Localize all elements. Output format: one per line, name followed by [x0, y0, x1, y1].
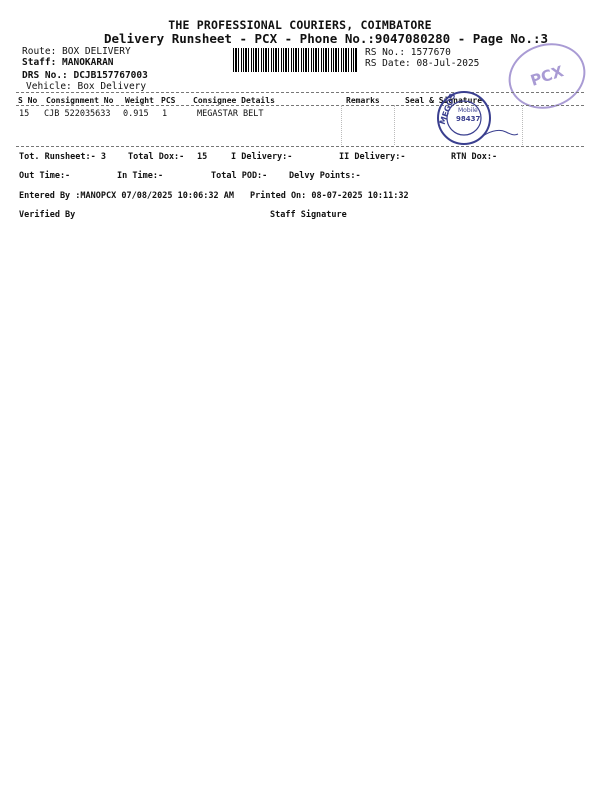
total-dox-label: Total Dox:-	[128, 152, 185, 162]
printed-on: Printed On: 08-07-2025 10:11:32	[250, 191, 409, 201]
barcode-image	[233, 48, 357, 72]
col-sno: S No	[18, 96, 38, 105]
rtn-dox: RTN Dox:-	[451, 152, 498, 162]
cell-pcs: 1	[162, 109, 168, 119]
cell-weight: 0.915	[123, 109, 149, 119]
rs-number: RS No.: 1577670	[365, 47, 451, 58]
company-seal-stamp	[428, 88, 522, 148]
runsheet-subtitle: Delivery Runsheet - PCX - Phone No.:9047080280 - Page No.:3	[104, 31, 549, 46]
staff-signature: Staff Signature	[270, 210, 347, 220]
cell-consignee: MEGASTAR BELT	[197, 109, 264, 119]
verified-by: Verified By	[19, 210, 76, 220]
tot-runsheet: Tot. Runsheet:- 3	[19, 152, 106, 162]
total-pod: Total POD:-	[211, 171, 268, 181]
col-consignment: Consignment No	[46, 96, 114, 105]
staff-label: Staff: MANOKARAN	[22, 57, 114, 68]
remarks-divider	[341, 105, 342, 145]
col-weight: Weight	[125, 96, 154, 105]
row-end-divider	[522, 105, 523, 145]
total-dox-value: 15	[197, 152, 208, 162]
pcx-stamp: PCX	[500, 34, 594, 119]
seal-text-mobile: Mobile	[458, 107, 478, 114]
seal-text-name: MEGOS	[437, 92, 458, 126]
col-seal-signature: Seal & Signature	[405, 96, 483, 105]
ii-delivery: II Delivery:-	[339, 152, 406, 162]
drs-number: DRS No.: DCJB157767003	[22, 70, 148, 81]
cell-consignment: CJB 522035633	[44, 109, 111, 119]
route-label: Route: BOX DELIVERY	[22, 46, 131, 57]
in-time: In Time:-	[117, 171, 164, 181]
entered-by: Entered By :MANOPCX 07/08/2025 10:06:32 AM	[19, 191, 234, 201]
col-remarks: Remarks	[346, 96, 380, 105]
out-time: Out Time:-	[19, 171, 71, 181]
vehicle-label: Vehicle: Box Delivery	[26, 81, 147, 92]
seal-divider	[394, 105, 395, 145]
company-title: THE PROFESSIONAL COURIERS, COIMBATORE	[168, 18, 432, 32]
col-pcs: PCS	[161, 96, 176, 105]
delvy-points: Delvy Points:-	[289, 171, 361, 181]
i-delivery: I Delivery:-	[231, 152, 293, 162]
rs-date: RS Date: 08-Jul-2025	[365, 58, 480, 69]
cell-sno: 15	[19, 109, 30, 119]
col-consignee: Consignee Details	[193, 96, 275, 105]
seal-text-number: 98437	[456, 115, 481, 123]
